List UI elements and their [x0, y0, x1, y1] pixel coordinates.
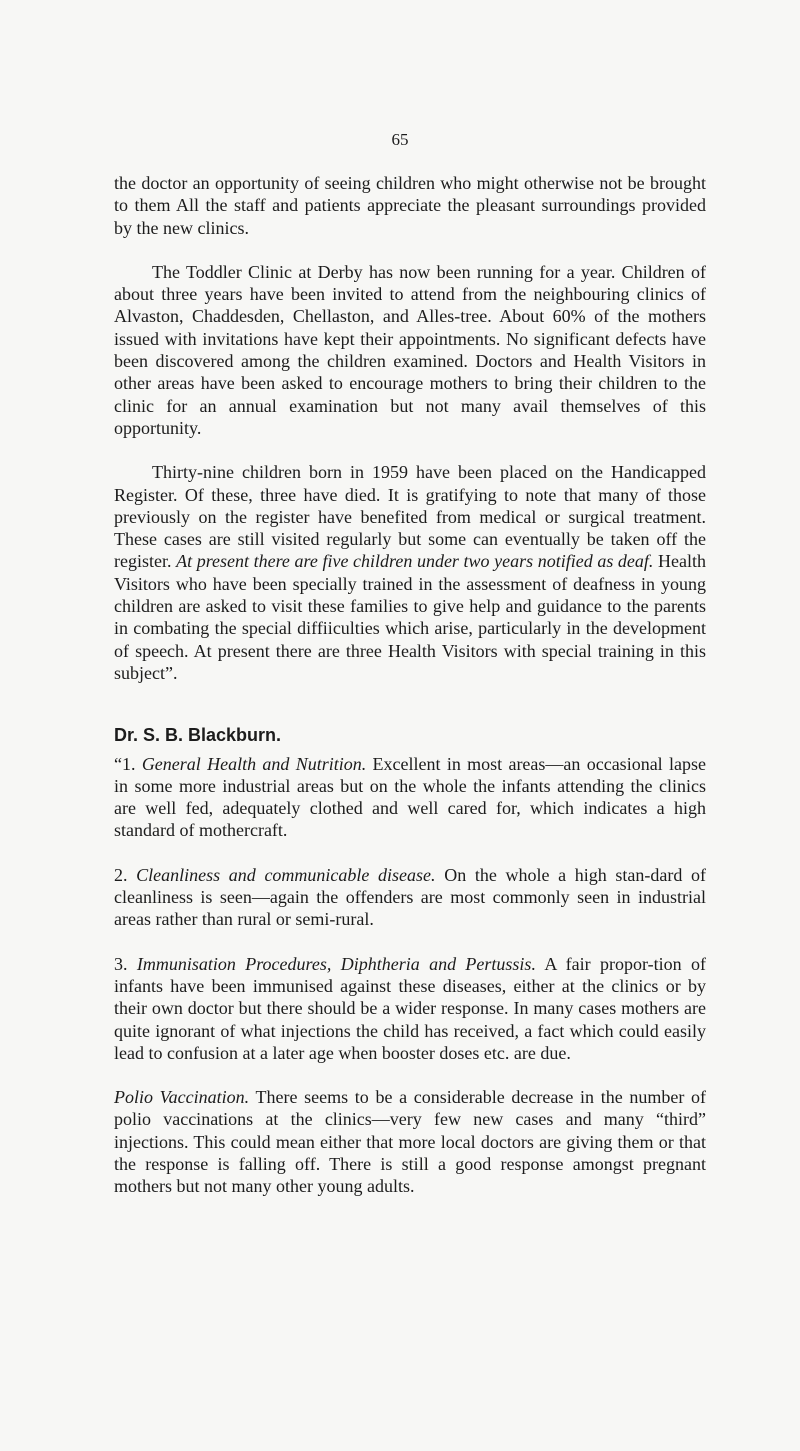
item-number: “1. — [114, 753, 142, 774]
item-text: On the whole a high stan-dard of cleanliness is seen—again the offenders are most commonly seen in industrial areas rather than rural or semi-rural. — [114, 864, 706, 930]
item-title: Polio Vaccination. — [114, 1087, 250, 1108]
item-title: General Health and Nutrition. — [141, 753, 367, 774]
deaf-children-note: At present there are five children under two years notified as deaf. — [176, 551, 654, 572]
paragraph-toddler-clinic: The Toddler Clinic at Derby has now been running for a year. Children of about three years have been invited to attend from the neighbouring clinics of Alvaston, Chaddesden, Chellaston, and Alles-tree. About 60% of the mothers issued with invitations have kept their appointments. No significant defects have been discovered among the children examined. Doctors and Health Visitors in other areas have been asked to encourage mothers to bring their children to the clinic for an annual examination but not many avail themselves of this opportunity. — [114, 261, 706, 438]
item-text: There seems to be a considerable decrease in the number of polio vaccinations at the clinics—very few new cases and many “third” injections. This could mean either that more local doctors are giving them or that the response is falling off. There is still a good response amongst pregnant mothers but not many other young adults. — [114, 1087, 707, 1197]
handicapped-register-text-b: Health Visitors who have been specially trained in the assessment of deafness in young children are asked to visit these families to give help and guidance to the parents in combating the special diffiiculties which arise, particularly in the development of speech. At present there are three Health Visitors with special training in this subject”. — [114, 551, 706, 683]
item-cleanliness — [114, 864, 706, 931]
item-title: Immunisation Procedures, Diphtheria and Pertussis. — [136, 953, 536, 974]
item-text: Excellent in most areas—an occasional lapse in some more industrial areas but on the whole the infants attending the clinics are well fed, adequately clothed and well cared for, which indicates a high standard of mothercraft. — [114, 753, 706, 841]
item-general-health — [114, 753, 706, 842]
paragraph-clinics-surroundings: the doctor an opportunity of seeing children who might otherwise not be brought to them All the staff and patients appreciate the pleasant surroundings provided by the new clinics. — [114, 173, 706, 238]
page-body — [114, 172, 706, 1198]
item-immunisation — [114, 953, 706, 1064]
handicapped-register-text-a: Thirty-nine children born in 1959 have been placed on the Handicapped Register. Of these, three have died. It is gratifying to note that many of those previously on the register have benefited from medical or surgical treatment. These cases are still visited regularly but some can eventually be taken off the register. — [114, 462, 706, 572]
item-text: A fair propor-tion of infants have been immunised against these diseases, either at the clinics or by their own doctor but there should be a wider response. In many cases mothers are quite ignorant of what injections the child has received, a fact which could easily lead to confusion at a later age when booster doses etc. are due. — [114, 953, 706, 1063]
paragraph-handicapped-register — [114, 461, 706, 684]
page-number: 65 — [391, 130, 409, 149]
item-title: Cleanliness and communicable disease. — [136, 864, 436, 885]
item-polio-vaccination — [114, 1086, 706, 1197]
item-number: 3. — [114, 953, 137, 974]
item-number: 2. — [114, 864, 137, 885]
section-heading-blackburn: Dr. S. B. Blackburn. — [114, 725, 282, 746]
